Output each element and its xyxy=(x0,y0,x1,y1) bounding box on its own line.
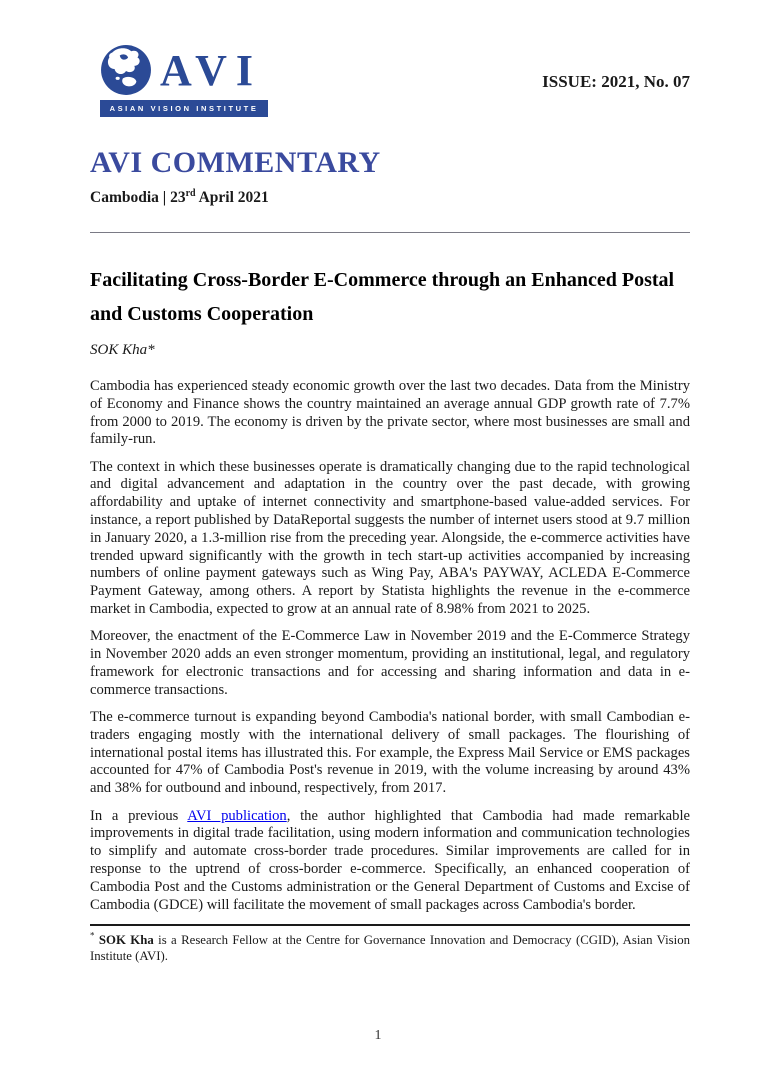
footnote-marker: * xyxy=(90,930,95,941)
publication-title: AVI COMMENTARY xyxy=(90,146,381,179)
dateline xyxy=(90,189,690,207)
paragraph-2: The context in which these businesses operate is dramatically changing due to the rapid technological and digital advancement and adaptation in the country over the past decade, with growing affordability and uptake of internet connectivity and smartphone-based value-added services. For instance, a report published by DataReportal suggests the number of internet users stood at 9.7 million in January 2020, a 1.3-million rise from the preceding year. Alongside, the e-commerce activities have trended upward significantly with the growth in tech start-up activities accompanied by increasing numbers of online payment gateways such as Wing Pay, ABA's PAYWAY, ACLEDA E-Commerce Payment Gateway, among others. A report by Statista highlights the revenue in the e-commerce market in Cambodia, expected to grow at an annual rate of 8.98% from 2021 to 2025. xyxy=(90,458,690,618)
footnote-author: SOK Kha xyxy=(98,932,154,947)
article-author: SOK Kha* xyxy=(90,342,155,358)
article-body xyxy=(90,378,690,914)
issue-label: ISSUE: 2021, No. 07 xyxy=(542,72,690,91)
footnote-divider xyxy=(90,924,690,926)
footnote-text: is a Research Fellow at the Centre for Governance Innovation and Democracy (CGID), Asian Vision Institute (AVI). xyxy=(90,932,690,963)
logo-tagline-banner: ASIAN VISION INSTITUTE xyxy=(100,100,268,117)
logo-acronym: AVI xyxy=(160,45,263,95)
avi-publication-link[interactable]: AVI publication xyxy=(187,807,287,824)
page-number: 1 xyxy=(374,1028,382,1043)
avi-logo xyxy=(100,42,268,117)
globe-icon xyxy=(100,44,152,96)
header-divider xyxy=(90,232,690,233)
paragraph-1: Cambodia has experienced steady economic growth over the last two decades. Data from the Ministry of Economy and Finance shows the country maintained an average annual GDP growth rate of 7.7% from 2000 to 2019. The economy is driven by the private sector, where most businesses are small and family-run. xyxy=(90,378,690,448)
logo-row xyxy=(100,42,268,97)
paragraph-3: Moreover, the enactment of the E-Commerce Law in November 2019 and the E-Commerce Strategy in November 2020 adds an even stronger momentum, providing an institutional, legal, and regulatory framework for electronic transactions and for accessing and sharing information and data in e-commerce transactions. xyxy=(90,628,690,698)
paragraph-5 xyxy=(90,808,690,915)
article-title: Facilitating Cross-Border E-Commerce through an Enhanced Postal and Customs Cooperation xyxy=(90,269,675,325)
dateline-suffix: April 2021 xyxy=(195,189,269,206)
footnote xyxy=(90,932,690,964)
dateline-prefix: Cambodia | 23 xyxy=(90,189,186,206)
masthead xyxy=(90,0,690,117)
paragraph-5-after-link: , the author highlighted that Cambodia had made remarkable improvements in digital trade facilitation, using modern information and communication technologies to simplify and automate cross-border trade procedures. Similar improvements are called for in response to the uptrend of cross-border e-commerce. Specifically, an enhanced cooperation of Cambodia Post and the Customs administration or the General Department of Customs and Excise of Cambodia (GDCE) will facilitate the movement of small packages across Cambodia's border. xyxy=(90,807,690,913)
dateline-ordinal: rd xyxy=(185,187,196,199)
paragraph-4: The e-commerce turnout is expanding beyond Cambodia's national border, with small Cambodian e-traders engaging mostly with the international delivery of small packages. The flourishing of international postal items has illustrated this. For example, the Express Mail Service or EMS packages accounted for 47% of Cambodia Post's revenue in 2019, with the volume increasing by around 43% and 38% for outbound and inbound, respectively, from 2017. xyxy=(90,709,690,797)
paragraph-5-before-link: In a previous xyxy=(90,807,188,824)
